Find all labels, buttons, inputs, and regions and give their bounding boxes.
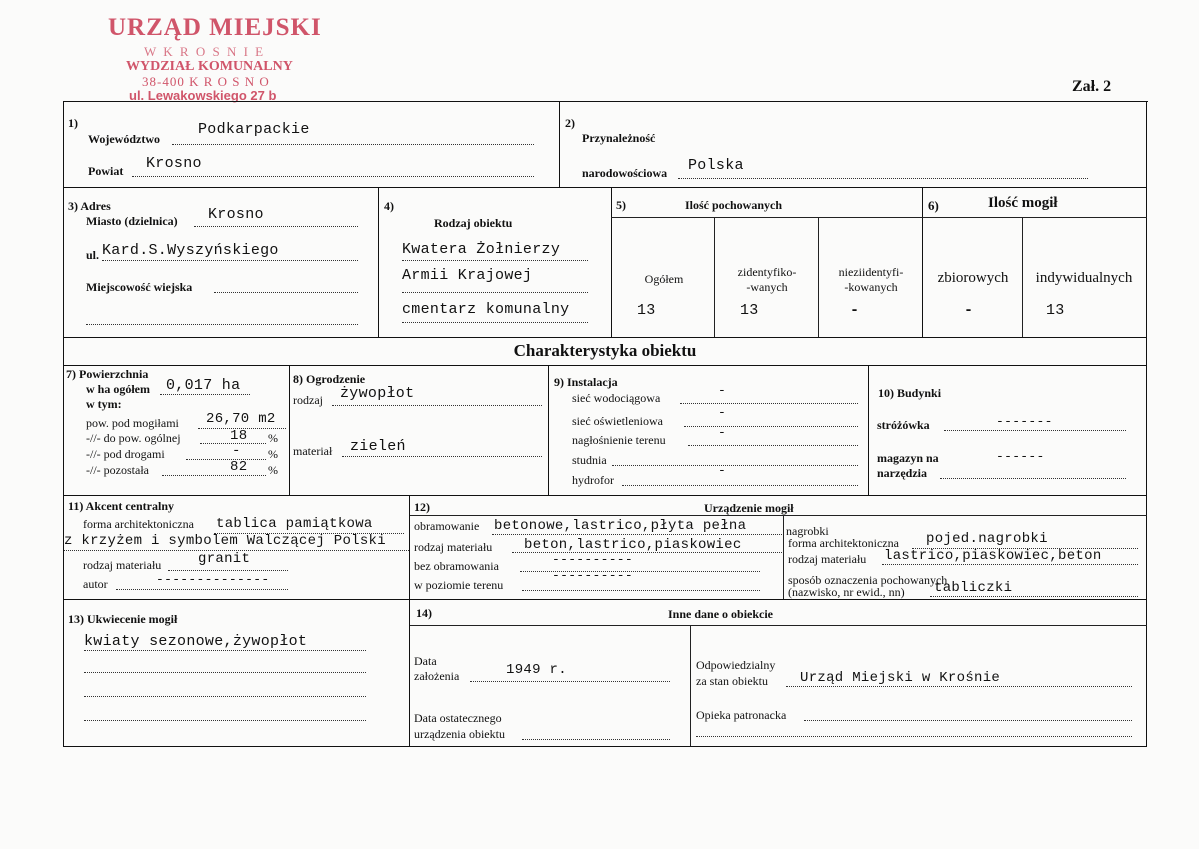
rodzaj-obiektu-line1: Kwatera Żołnierzy xyxy=(402,241,561,258)
niezidentyfikowanych-value: - xyxy=(850,302,860,319)
s4-number: 4) xyxy=(384,199,394,213)
zidentyfikowanych-col: zidentyfiko- -wanych xyxy=(737,265,797,294)
s11-title: 11) Akcent centralny xyxy=(68,499,174,513)
rodzaj-obiektu-line2: Armii Krajowej xyxy=(402,267,533,284)
akcent-forma-label: forma architektoniczna xyxy=(83,517,194,531)
ukwiecenie-value: kwiaty sezonowe,żywopłot xyxy=(84,633,308,650)
ogrodzenie-material-value: zieleń xyxy=(350,438,406,455)
s2-number: 2) xyxy=(565,116,575,130)
s10-title: 10) Budynki xyxy=(878,386,942,400)
akcent-material-value: granit xyxy=(198,551,251,567)
stamp-line-3: WYDZIAŁ KOMUNALNY xyxy=(126,59,293,74)
powiat-label: Powiat xyxy=(88,164,124,178)
data-label: Data xyxy=(414,654,437,668)
ulica-label: ul. xyxy=(86,248,100,262)
ogolem-col: Ogółem xyxy=(644,272,684,286)
przynaleznosc-label: Przynależność xyxy=(582,131,656,145)
pct1-value: 18 xyxy=(230,428,248,444)
s14-number: 14) xyxy=(416,606,432,620)
instalacja-4-label: studnia xyxy=(572,453,607,467)
office-stamp xyxy=(104,10,334,102)
s13-title: 13) Ukwiecenie mogił xyxy=(68,612,178,626)
stamp-line-4: 38-400 K R O S N O xyxy=(142,74,270,89)
nagrobki-material-label: rodzaj materiału xyxy=(788,552,867,566)
zbiorowych-value: - xyxy=(964,302,974,319)
s1-number: 1) xyxy=(68,116,78,130)
pct3-value: 82 xyxy=(230,459,248,475)
instalacja-5-label: hydrofor xyxy=(572,473,614,487)
bez-obramowania-value: ---------- xyxy=(552,552,634,567)
s3-title: 3) Adres xyxy=(68,199,111,213)
obramowanie-value: betonowe,lastrico,płyta pełna xyxy=(494,518,747,534)
akcent-forma-value1: tablica pamiątkowa xyxy=(216,516,373,532)
s6-number: 6) xyxy=(928,198,939,213)
pct1-label: -//- do pow. ogólnej xyxy=(86,431,181,445)
zidentyfikowanych-value: 13 xyxy=(740,302,759,319)
strozowka-label: stróżówka xyxy=(877,418,930,432)
akcent-material-label: rodzaj materiału xyxy=(83,558,162,572)
mogilami-label: pow. pod mogiłami xyxy=(86,416,179,430)
s9-title: 9) Instalacja xyxy=(554,375,618,389)
urzadzenia-obiektu-label: urządzenia obiektu xyxy=(414,727,505,741)
pct2-sign: % xyxy=(268,447,278,461)
pct3-label: -//- pozostała xyxy=(86,463,149,477)
nagrobki-material-value: lastrico,piaskowiec,beton xyxy=(884,548,1102,564)
mogilami-value: 26,70 m2 xyxy=(206,411,276,427)
strozowka-value: ------- xyxy=(996,414,1053,429)
instalacja-5-value: - xyxy=(718,463,727,478)
s5-number: 5) xyxy=(616,198,626,212)
ogolem-label: w ha ogółem xyxy=(86,382,150,396)
narodowosc-value: Polska xyxy=(688,157,744,174)
indywidualnych-value: 13 xyxy=(1046,302,1065,319)
poziom-terenu-label: w poziomie terenu xyxy=(414,578,504,592)
odpowiedzialny-label: Odpowiedzialny xyxy=(696,658,776,672)
magazyn-label: magazyn na xyxy=(877,451,939,465)
obram-rodzaj-value: beton,lastrico,piaskowiec xyxy=(524,537,742,553)
miasto-value: Krosno xyxy=(208,206,264,223)
instalacja-3-label: nagłośnienie terenu xyxy=(572,433,666,447)
rodzaj-obiektu-label: Rodzaj obiektu xyxy=(434,216,513,230)
instalacja-2-label: sieć oświetleniowa xyxy=(572,414,663,428)
nagrobki-label: nagrobki xyxy=(786,524,829,538)
ogrodzenie-rodzaj-label: rodzaj xyxy=(293,393,323,407)
data-zalozenia-value: 1949 r. xyxy=(506,662,567,678)
ogrodzenie-rodzaj-value: żywopłot xyxy=(340,385,415,402)
ogolem-value: 13 xyxy=(637,302,656,319)
s7-title: 7) Powierzchnia xyxy=(66,367,149,381)
sposob-sub-label: (nazwisko, nr ewid., nn) xyxy=(788,585,905,599)
autor-value: -------------- xyxy=(156,572,270,587)
sposob-value: tabliczki xyxy=(934,580,1013,596)
mogil-title: Ilość mogił xyxy=(988,195,1058,211)
attachment-label: Zał. 2 xyxy=(1072,78,1112,95)
miejscowosc-label: Miejscowość wiejska xyxy=(86,280,193,294)
ulica-value: Kard.S.Wyszyńskiego xyxy=(102,242,279,259)
nagrobki-forma-label: forma architektoniczna xyxy=(788,536,899,550)
wojewodztwo-label: Województwo xyxy=(88,132,160,146)
pct3-sign: % xyxy=(268,463,278,477)
w-tym-label: w tym: xyxy=(86,397,122,411)
indywidualnych-col: indywidualnych xyxy=(1035,270,1133,286)
pochowanych-title: Ilość pochowanych xyxy=(685,198,783,212)
autor-label: autor xyxy=(83,577,108,591)
urzadzenie-title: Urządzenie mogił xyxy=(704,501,794,515)
instalacja-1-value: - xyxy=(718,383,727,398)
za-stan-label: za stan obiektu xyxy=(696,674,768,688)
rodzaj-obiektu-line3: cmentarz komunalny xyxy=(402,301,570,318)
s12-number: 12) xyxy=(414,500,430,514)
inne-dane-title: Inne dane o obiekcie xyxy=(668,607,774,621)
bez-obramowania-label: bez obramowania xyxy=(414,559,499,573)
odpowiedzialny-value: Urząd Miejski w Krośnie xyxy=(800,670,1001,686)
wojewodztwo-value: Podkarpackie xyxy=(198,121,310,138)
stamp-line-1: URZĄD MIEJSKI xyxy=(108,14,322,41)
ogrodzenie-material-label: materiał xyxy=(293,444,333,458)
obram-rodzaj-label: rodzaj materiału xyxy=(414,540,493,554)
s8-title: 8) Ogrodzenie xyxy=(293,372,366,386)
stamp-line-2: W K R O S N I E xyxy=(144,44,266,59)
nagrobki-forma-value: pojed.nagrobki xyxy=(926,531,1048,547)
charakterystyka-title: Charakterystyka obiektu xyxy=(513,341,697,360)
narzedzia-label: narzędzia xyxy=(877,466,927,480)
pct2-label: -//- pod drogami xyxy=(86,447,165,461)
obramowanie-label: obramowanie xyxy=(414,519,480,533)
narodowosciowa-label: narodowościowa xyxy=(582,166,668,180)
pct1-sign: % xyxy=(268,431,278,445)
data-ostatecznego-label: Data ostatecznego xyxy=(414,711,502,725)
instalacja-1-label: sieć wodociągowa xyxy=(572,391,661,405)
magazyn-value: ------ xyxy=(996,449,1045,464)
pct2-value: - xyxy=(232,443,241,459)
niezidentyfikowanych-col: nieziidentyfi- -kowanych xyxy=(838,265,904,294)
zalozenia-label: założenia xyxy=(414,669,460,683)
zbiorowych-col: zbiorowych xyxy=(937,270,1009,286)
sposob-label: sposób oznaczenia pochowanych xyxy=(788,573,948,587)
powiat-value: Krosno xyxy=(146,155,202,172)
stamp-line-5: ul. Lewakowskiego 27 b xyxy=(129,88,277,103)
miasto-label: Miasto (dzielnica) xyxy=(86,214,178,228)
instalacja-3-value: - xyxy=(718,425,727,440)
instalacja-2-value: - xyxy=(718,405,727,420)
opieka-label: Opieka patronacka xyxy=(696,708,787,722)
poziom-terenu-value: ---------- xyxy=(552,568,634,583)
ogolem-area-value: 0,017 ha xyxy=(166,377,241,394)
akcent-forma-value2: z krzyżem i symbolem Walczącej Polski xyxy=(64,533,386,549)
